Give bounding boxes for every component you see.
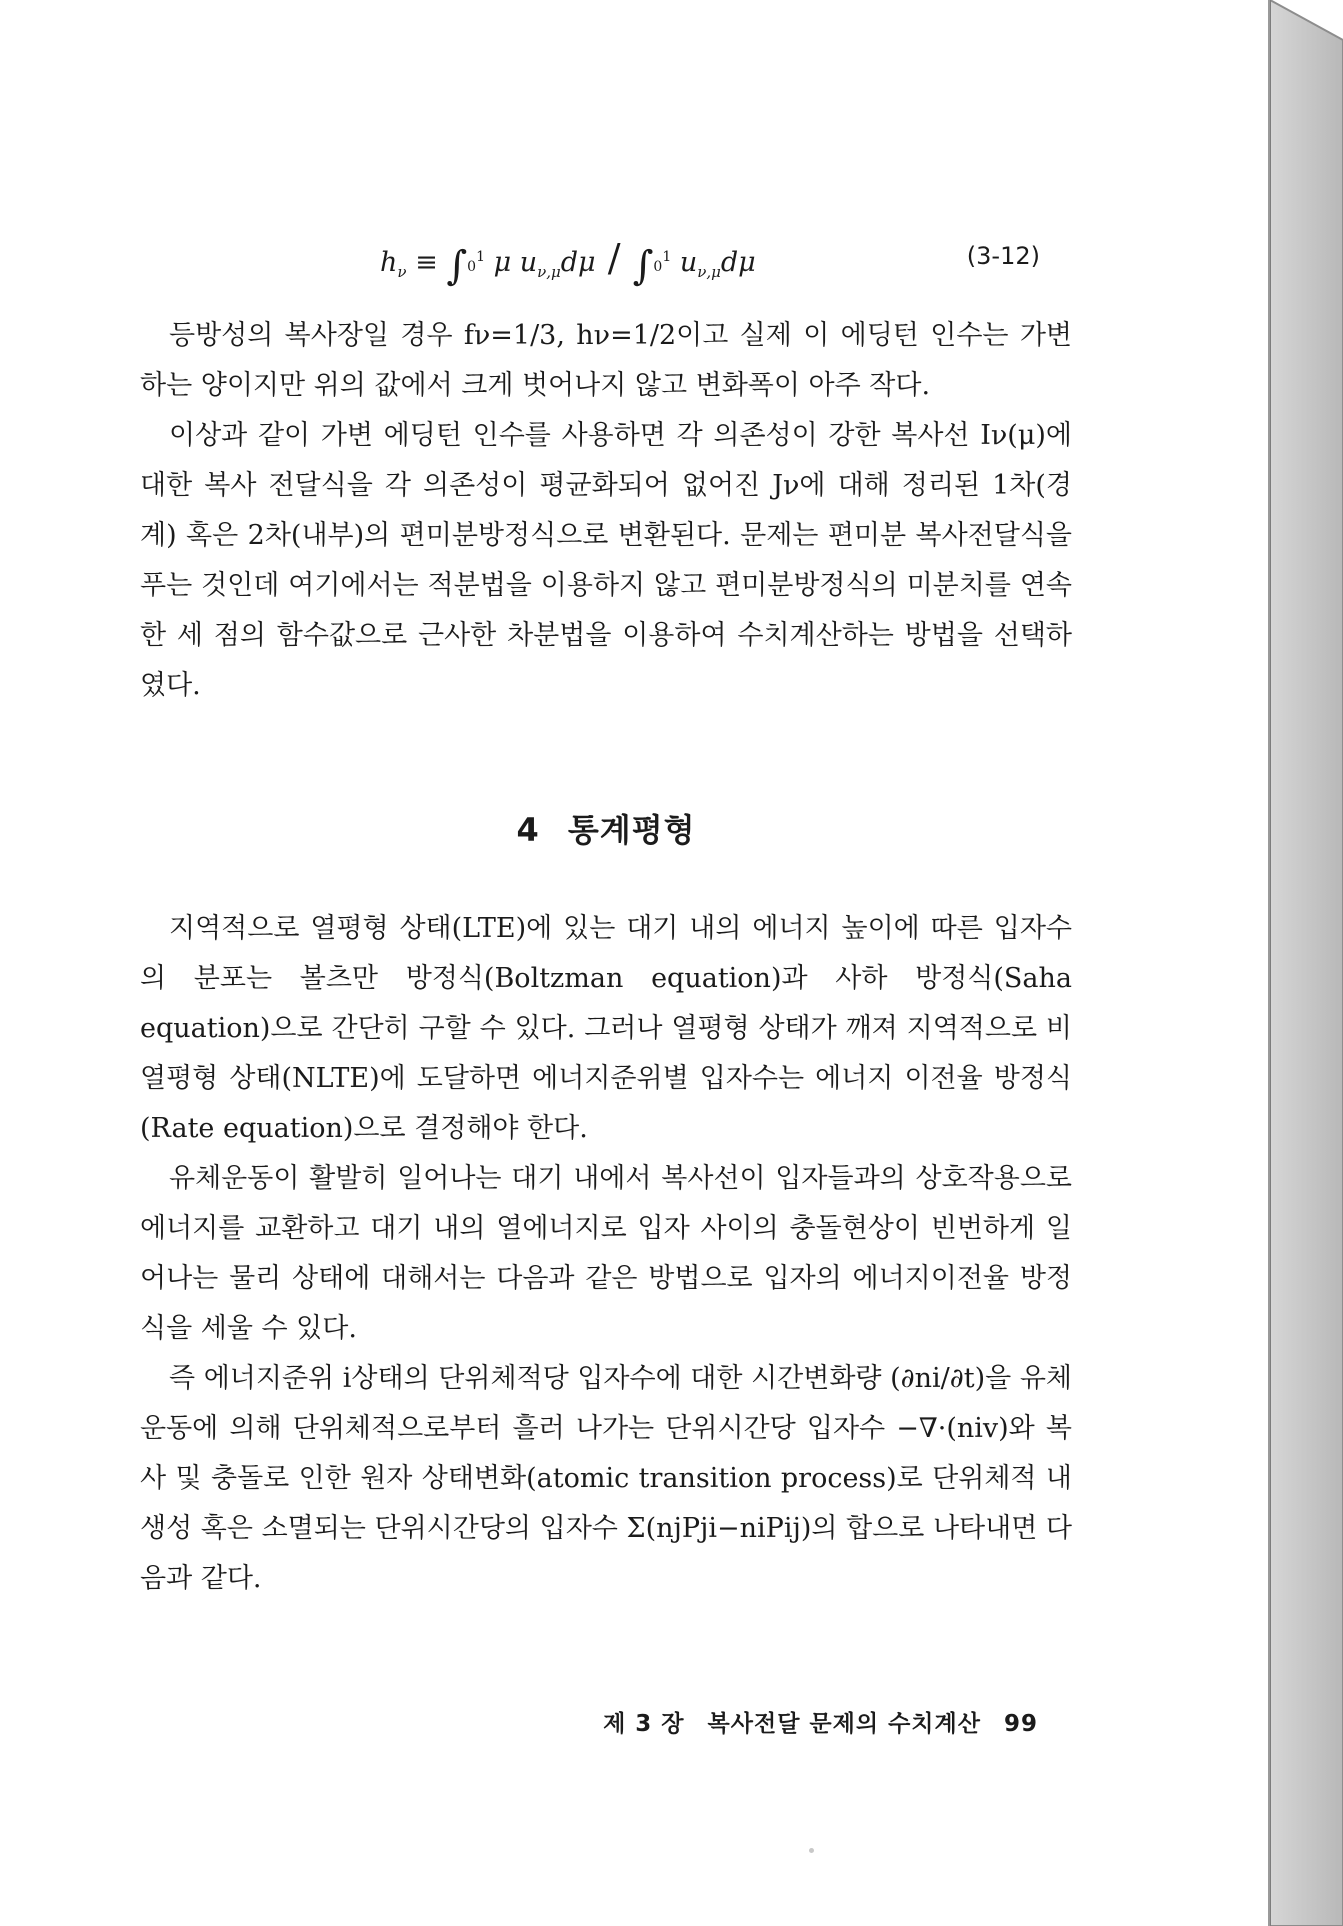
equation-number: (3-12) [966, 242, 1040, 270]
int2-diff: dμ [720, 247, 756, 278]
eq-lhs-sub: ν [397, 263, 407, 281]
paragraph-isotropic: 등방성의 복사장일 경우 fν=1/3, hν=1/2이고 실제 이 에딩턴 인수는 가변하는 양이지만 위의 값에서 크게 벗어나지 않고 변화폭이 아주 작다. [140, 320, 1072, 401]
paragraph-eddington-method: 이상과 같이 가변 에딩턴 인수를 사용하면 각 의존성이 강한 복사선 Iν(μ)에 대한 복사 전달식을 각 의존성이 평균화되어 없어진 Jν에 대해 정리된 1차(경계) 혹은 2차(내부)의 편미분방정식으로 변환된다. 문제는 편미분 복사전달식을 푸는 것인데 여기에서는 적분법을 이용하지 않고 편미분방정식의 미분치를 연속한 세 점의 함수값으로 근사한 차분법을 이용하여 수치계산하는 방법을 선택하였다. [140, 420, 1072, 701]
paragraph-fluid-motion: 유체운동이 활발히 일어나는 대기 내에서 복사선이 입자들과의 상호작용으로 에너지를 교환하고 대기 내의 열에너지로 입자 사이의 충돌현상이 빈번하게 일어나는 물리 상태에 대해서는 다음과 같은 방법으로 입자의 에너지이전율 방정식을 세울 수 있다. [140, 1163, 1072, 1344]
int2-sub: ν,μ [697, 263, 721, 281]
int2-lower: 0 [653, 259, 663, 275]
eq-relation: ≡ [406, 247, 447, 278]
section-number: 4 [516, 811, 540, 849]
paragraph-lte: 지역적으로 열평형 상태(LTE)에 있는 대기 내의 에너지 높이에 따른 입자수의 분포는 볼츠만 방정식(Boltzman equation)과 사하 방정식(Saha equation)으로 간단히 구할 수 있다. 그러나 열평형 상태가 깨져 지역적으로 비열평형 상태(NLTE)에 도달하면 에너지준위별 입자수는 에너지 이전율 방정식(Rate equation)으로 결정해야 한다. [140, 913, 1072, 1144]
running-footer [603, 1705, 1038, 1738]
section-title: 통계평형 [567, 811, 696, 849]
footer-page-number: 99 [1003, 1711, 1038, 1737]
paragraph-rate-equation: 즉 에너지준위 i상태의 단위체적당 입자수에 대한 시간변화량 (∂ni/∂t)을 유체운동에 의해 단위체적으로부터 흘러 나가는 단위시간당 입자수 −∇·(niv)와 복사 및 충돌로 인한 원자 상태변화(atomic transition process)로 단위체적 내 생성 혹은 소멸되는 단위시간당의 입자수 Σ(njPji−niPij)의 합으로 나타내면 다음과 같다. [140, 1363, 1072, 1594]
int2-body: u [679, 247, 698, 278]
section-heading [140, 805, 1072, 851]
integral-sign-2: ∫ [632, 243, 654, 289]
scan-speck [809, 1848, 814, 1853]
equation-body [380, 236, 756, 289]
int1-lower: 0 [467, 259, 477, 275]
eq-divider: / [595, 236, 633, 280]
integral-sign: ∫ [446, 243, 468, 289]
equation-3-12 [380, 232, 1050, 288]
eq-lhs: h [380, 247, 398, 278]
int1-diff: dμ [560, 247, 596, 278]
page-edge-shading [1270, 0, 1343, 1926]
int2-upper: 1 [662, 249, 672, 265]
int1-sub: ν,μ [537, 263, 561, 281]
footer-title: 복사전달 문제의 수치계산 [707, 1711, 981, 1737]
footer-chapter: 제 3 장 [603, 1711, 685, 1737]
int1-upper: 1 [476, 249, 485, 265]
page-stack-edge [1270, 0, 1343, 1926]
int1-body: μ u [493, 247, 538, 278]
